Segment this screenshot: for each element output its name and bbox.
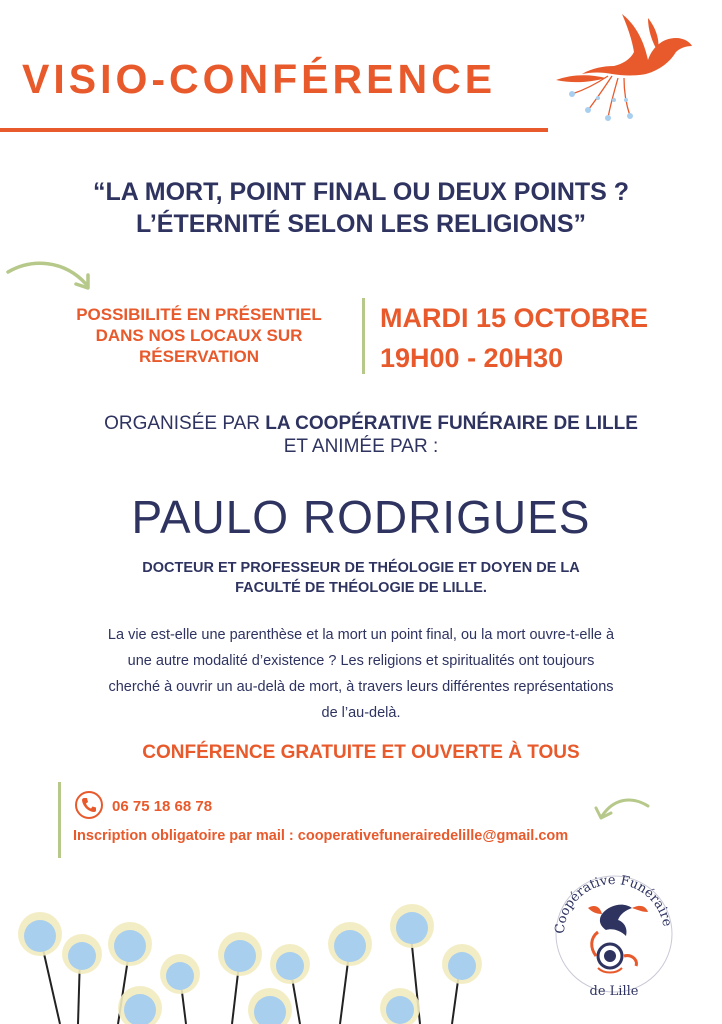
header-rule: [0, 128, 548, 132]
organiser-block: [0, 412, 722, 458]
description-line-3: cherché à ouvrir un au-delà de mort, à travers leurs différentes représentations: [108, 679, 614, 695]
header-title: VISIO-CONFÉRENCE: [22, 56, 497, 102]
vertical-divider: [362, 298, 365, 374]
organiser-name: LA COOPÉRATIVE FUNÉRAIRE DE LILLE: [265, 413, 638, 434]
logo-text-bottom: de Lille: [589, 984, 639, 999]
contact-divider: [58, 782, 61, 858]
event-schedule: [380, 298, 648, 378]
logo-text-top: Coopérative Funéraire: [552, 872, 675, 935]
logo-bird-icon: [588, 905, 648, 973]
speaker-name: PAULO RODRIGUES: [131, 491, 591, 543]
free-conference-notice: CONFÉRENCE GRATUITE ET OUVERTE À TOUS: [142, 742, 580, 763]
event-time: 19H00 - 20H30: [380, 343, 564, 373]
quote-line-2: L’ÉTERNITÉ SELON LES RELIGIONS”: [135, 210, 587, 238]
conference-title-quote: [0, 176, 722, 240]
phoenix-bird-icon: [552, 8, 702, 126]
phone-icon: [74, 790, 104, 820]
description-line-2: une autre modalité d’existence ? Les religions et spiritualités ont toujours: [127, 653, 595, 669]
conference-description: [30, 622, 692, 726]
description-line-4: de l’au-delà.: [321, 705, 401, 721]
curved-arrow-icon: [592, 796, 654, 832]
attendance-line-1: POSSIBILITÉ EN PRÉSENTIEL: [76, 305, 322, 324]
decorative-flowers: [0, 896, 520, 1024]
curved-arrow-icon: [2, 258, 98, 298]
attendance-line-3: RÉSERVATION: [139, 347, 259, 366]
organiser-line: [0, 412, 722, 435]
organiser-suffix: ET ANIMÉE PAR :: [283, 436, 439, 457]
cooperative-logo: [548, 864, 680, 1004]
quote-line-1: “LA MORT, POINT FINAL OU DEUX POINTS ?: [92, 178, 630, 206]
attendance-line-2: DANS NOS LOCAUX SUR: [95, 326, 303, 345]
email-registration[interactable]: Inscription obligatoire par mail : cooperativefunerairedelille@gmail.com: [73, 828, 569, 844]
event-date: MARDI 15 OCTOBRE: [380, 303, 649, 333]
phone-number[interactable]: 06 75 18 68 78: [112, 798, 213, 815]
speaker-role-line-1: DOCTEUR ET PROFESSEUR DE THÉOLOGIE ET DOYEN DE LA: [142, 560, 580, 576]
organiser-prefix: ORGANISÉE PAR: [104, 413, 266, 434]
speaker-role-line-2: FACULTÉ DE THÉOLOGIE DE LILLE.: [235, 580, 487, 596]
description-line-1: La vie est-elle une parenthèse et la mort un point final, ou la mort ouvre-t-elle à: [107, 627, 615, 643]
attendance-note: [40, 304, 358, 367]
speaker-role: [0, 558, 722, 598]
